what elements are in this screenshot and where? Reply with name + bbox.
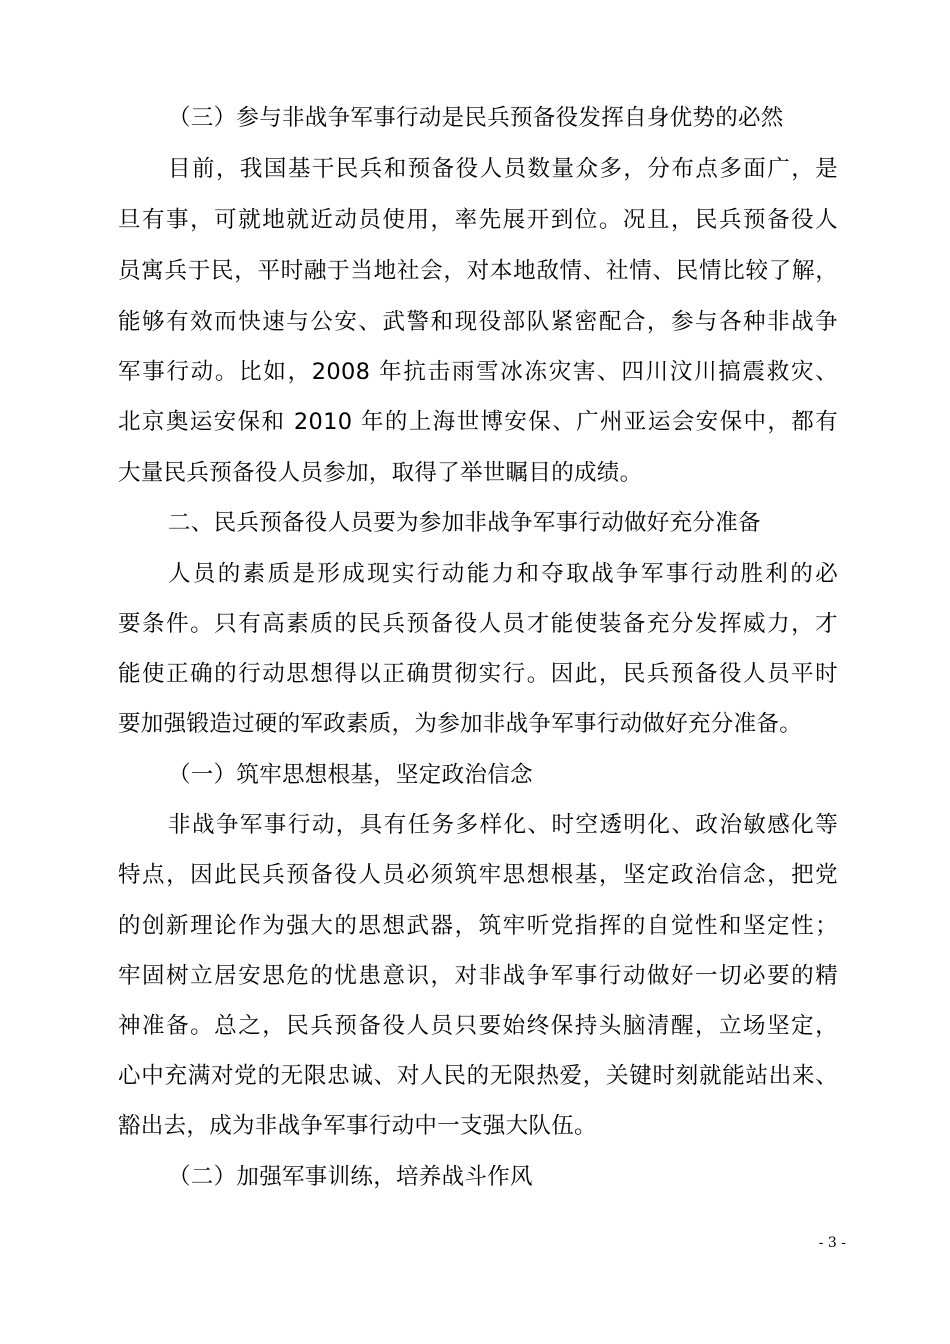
paragraph-line: 豁出去，成为非战争军事行动中一支强大队伍。 xyxy=(118,1113,597,1139)
paragraph-line: 的创新理论作为强大的思想武器，筑牢听党指挥的自觉性和坚定性； xyxy=(118,913,838,939)
paragraph-line: 人员的素质是形成现实行动能力和夺取战争军事行动胜利的必 xyxy=(168,561,838,587)
paragraph-line: 员寓兵于民，平时融于当地社会，对本地敌情、社情、民情比较了解， xyxy=(118,258,838,284)
paragraph-line: 军事行动。比如，2008 年抗击雨雪冰冻灾害、四川汶川搞震救灾、 xyxy=(118,359,838,385)
paragraph-line: 特点，因此民兵预备役人员必须筑牢思想根基，坚定政治信念，把党 xyxy=(118,862,838,888)
paragraph-line: 要条件。只有高素质的民兵预备役人员才能使装备充分发挥威力，才 xyxy=(118,611,838,637)
section-heading-1: （一）筑牢思想根基，坚定政治信念 xyxy=(168,762,533,788)
page-number: - 3 - xyxy=(818,1235,846,1251)
paragraph-line: 能使正确的行动思想得以正确贯彻实行。因此，民兵预备役人员平时 xyxy=(118,661,838,687)
paragraph-line: 旦有事，可就地就近动员使用，率先展开到位。况且，民兵预备役人 xyxy=(118,207,838,233)
paragraph-line: 非战争军事行动，具有任务多样化、时空透明化、政治敏感化等 xyxy=(168,812,838,838)
paragraph-line: 心中充满对党的无限忠诚、对人民的无限热爱，关键时刻就能站出来、 xyxy=(118,1063,838,1089)
paragraph-line: 目前，我国基干民兵和预备役人员数量众多，分布点多面广，是 xyxy=(168,156,838,182)
paragraph-line: 神准备。总之，民兵预备役人员只要始终保持头脑清醒，立场坚定， xyxy=(118,1013,838,1039)
paragraph-line: 牢固树立居安思危的忧患意识，对非战争军事行动做好一切必要的精 xyxy=(118,963,838,989)
paragraph-line: 能够有效而快速与公安、武警和现役部队紧密配合，参与各种非战争 xyxy=(118,309,838,335)
section-heading-2-sub: （二）加强军事训练，培养战斗作风 xyxy=(168,1164,533,1190)
section-heading-3: （三）参与非战争军事行动是民兵预备役发挥自身优势的必然 xyxy=(168,105,784,131)
paragraph-line: 要加强锻造过硬的军政素质，为参加非战争军事行动做好充分准备。 xyxy=(118,711,803,737)
paragraph-line: 大量民兵预备役人员参加，取得了举世瞩目的成绩。 xyxy=(118,460,643,486)
paragraph-line: 北京奥运安保和 2010 年的上海世博安保、广州亚运会安保中，都有 xyxy=(118,409,838,435)
section-heading-2: 二、民兵预备役人员要为参加非战争军事行动做好充分准备 xyxy=(168,510,761,536)
